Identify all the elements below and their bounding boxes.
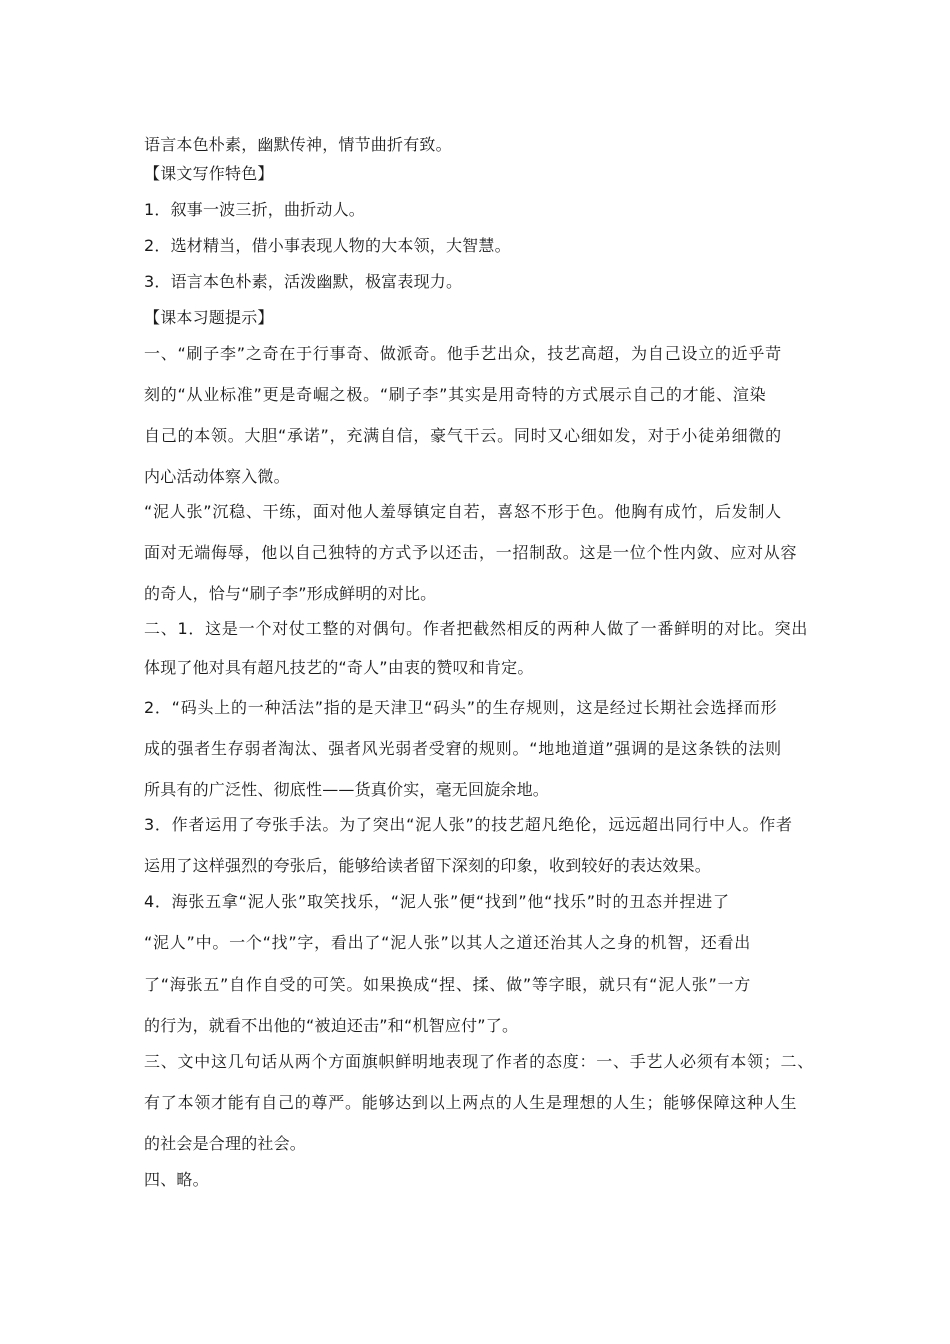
paragraph-line: 刻的“从业标准”更是奇崛之极。“刷子李”其实是用奇特的方式展示自己的才能、渲染 [144, 385, 767, 404]
exercise-hints-heading: 【课本习题提示】 [144, 308, 274, 327]
paragraph-line: 的社会是合理的社会。 [144, 1134, 307, 1153]
paragraph-line: 有了本领才能有自己的尊严。能够达到以上两点的人生是理想的人生；能够保障这种人生 [144, 1093, 798, 1112]
paragraph-line: 四、略。 [144, 1170, 209, 1189]
paragraph-line: 体现了他对具有超凡技艺的“奇人”由衷的赞叹和肯定。 [144, 658, 534, 677]
paragraph-line: 所具有的广泛性、彻底性——货真价实，毫无回旋余地。 [144, 780, 550, 799]
paragraph-line: 自己的本领。大胆“承诺”，充满自信，豪气干云。同时又心细如发，对于小徒弟细微的 [144, 426, 782, 445]
paragraph-line: 运用了这样强烈的夸张后，能够给读者留下深刻的印象，收到较好的表达效果。 [144, 856, 712, 875]
paragraph-line: 2．“码头上的一种活法”指的是天津卫“码头”的生存规则，这是经过长期社会选择而形 [144, 698, 778, 717]
paragraph-line: 的奇人，恰与“刷子李”形成鲜明的对比。 [144, 584, 437, 603]
paragraph-line: 面对无端侮辱，他以自己独特的方式予以还击，一招制敌。这是一位个性内敛、应对从容 [144, 543, 798, 562]
paragraph-line: 三、文中这几句话从两个方面旗帜鲜明地表现了作者的态度：一、手艺人必须有本领；二、 [144, 1052, 815, 1071]
paragraph-line: 4．海张五拿“泥人张”取笑找乐，“泥人张”便“找到”他“找乐”时的丑态并捏进了 [144, 892, 730, 911]
writing-features-heading: 【课文写作特色】 [144, 164, 274, 183]
paragraph-line: 3．作者运用了夸张手法。为了突出“泥人张”的技艺超凡绝伦，远远超出同行中人。作者 [144, 815, 793, 834]
paragraph-line: 的行为，就看不出他的“被迫还击”和“机智应付”了。 [144, 1016, 519, 1035]
writing-feature-item: 1．叙事一波三折，曲折动人。 [144, 200, 365, 219]
paragraph-line: 二、1．这是一个对仗工整的对偶句。作者把截然相反的两种人做了一番鲜明的对比。突出 [144, 619, 809, 638]
paragraph-line: 了“海张五”自作自受的可笑。如果换成“捏、揉、做”等字眼，就只有“泥人张”一方 [144, 975, 751, 994]
paragraph-line: “泥人”中。一个“找”字，看出了“泥人张”以其人之道还治其人之身的机智，还看出 [144, 933, 751, 952]
writing-feature-item: 3．语言本色朴素，活泼幽默，极富表现力。 [144, 272, 463, 291]
paragraph-line: 一、“刷子李”之奇在于行事奇、做派奇。他手艺出众，技艺高超，为自己设立的近乎苛 [144, 344, 782, 363]
paragraph-line: 内心活动体察入微。 [144, 467, 290, 486]
writing-feature-item: 2．选材精当，借小事表现人物的大本领，大智慧。 [144, 236, 511, 255]
paragraph-line: 成的强者生存弱者淘汰、强者风光弱者受窘的规则。“地地道道”强调的是这条铁的法则 [144, 739, 782, 758]
paragraph-line: “泥人张”沉稳、干练，面对他人羞辱镇定自若，喜怒不形于色。他胸有成竹，后发制人 [144, 502, 782, 521]
intro-text: 语言本色朴素，幽默传神，情节曲折有致。 [144, 135, 452, 154]
